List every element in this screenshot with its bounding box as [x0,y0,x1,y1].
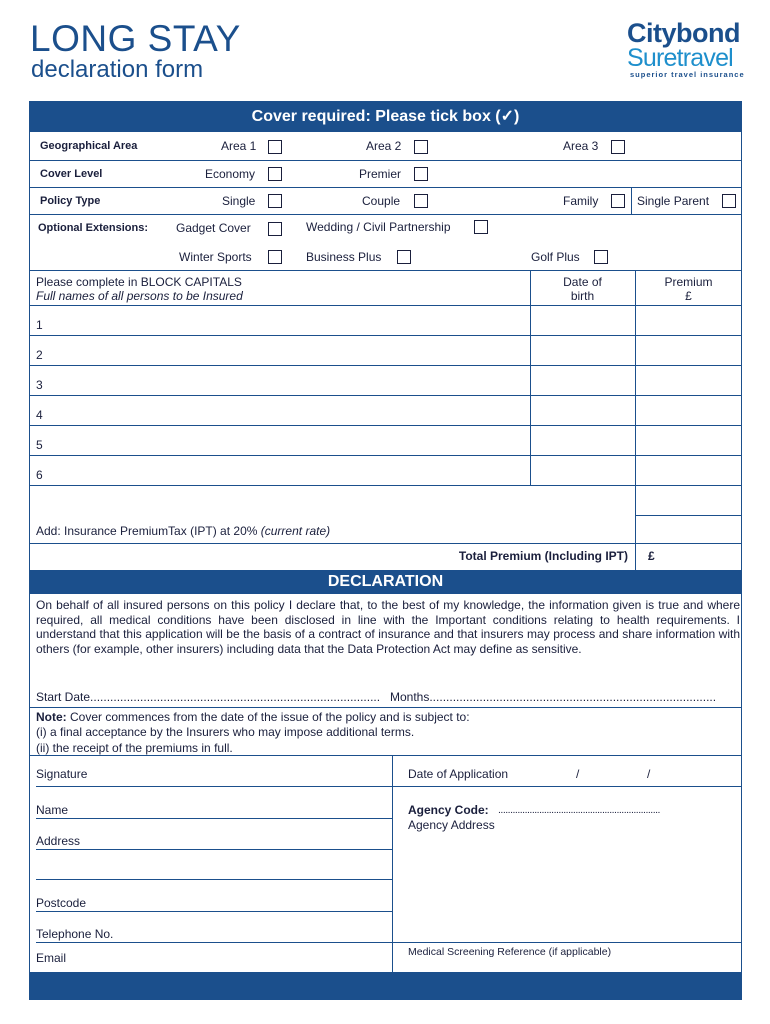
footer-bar [29,973,742,1000]
postcode-label: Postcode [36,896,87,910]
address-line-2[interactable] [36,879,392,880]
divider [29,395,742,396]
cover-heading: Cover required: Please tick box (✓) [29,101,742,132]
premium-header: Premium [664,275,713,289]
ipt-text: Add: Insurance PremiumTax (IPT) at 20% [36,524,258,538]
total-premium-currency[interactable]: £ [648,549,655,563]
name-label: Name [36,803,69,817]
divider [29,214,742,215]
business-plus-label: Business Plus [306,250,382,264]
geo-area-label: Geographical Area [40,140,138,152]
area1-label: Area 1 [221,139,257,153]
note-condition-1: (i) a final acceptance by the Insurers who may impose additional terms. [36,725,415,739]
signature-label: Signature [36,767,88,781]
divider [530,270,531,485]
premium-header-2: £ [685,289,692,303]
note-condition-2: (ii) the receipt of the premiums in full. [36,741,233,755]
family-checkbox[interactable] [611,194,625,208]
divider [29,755,742,756]
months-field[interactable]: Months...................................................................................... [390,690,717,704]
names-header: Full names of all persons to be Insured [36,289,243,303]
area2-label: Area 2 [366,139,402,153]
divider [29,365,742,366]
declaration-text: On behalf of all insured persons on this policy I declare that, to the best of my knowledge, the information given is true and where required, all medical conditions have been disclosed in line with the Important conditions relating to health requirements. I understand that this application will be the basis of a contract of insurance and that insurers may process and share information with others (for example, other insurers) including data that the Data Protection Act may define as sensitive. [36,598,740,656]
declaration-heading: DECLARATION [29,570,742,594]
date-separator-2: / [647,767,651,781]
single-parent-label: Single Parent [637,194,710,208]
divider [29,187,742,188]
winter-sports-label: Winter Sports [179,250,252,264]
dob-header: Date of [563,275,602,289]
agency-address-label: Agency Address [408,818,495,832]
address-line-1[interactable] [36,849,392,850]
person-row-4[interactable]: 4 [36,408,43,422]
date-of-application-label: Date of Application [408,767,509,781]
total-premium-label: Total Premium (Including IPT) [458,549,628,563]
note-line [36,710,470,724]
cover-level-label: Cover Level [40,168,103,180]
divider [631,187,632,214]
premier-checkbox[interactable] [414,167,428,181]
area3-label: Area 3 [563,139,599,153]
start-date-field[interactable]: Start Date....................................................................................... [36,690,381,704]
ipt-line [36,524,330,538]
logo-citybond: Citybond [627,18,740,48]
divider [29,425,742,426]
gadget-cover-label: Gadget Cover [176,221,251,235]
signature-line[interactable] [36,786,392,787]
date-separator-1: / [576,767,580,781]
economy-label: Economy [205,167,256,181]
area3-checkbox[interactable] [611,140,625,154]
telephone-line[interactable] [36,942,392,943]
wedding-checkbox[interactable] [474,220,488,234]
logo-suretravel: Suretravel [627,44,733,72]
note-text: Cover commences from the date of the issue of the policy and is subject to: [70,710,470,724]
block-capitals-instruction: Please complete in BLOCK CAPITALS [36,275,242,289]
name-line[interactable] [36,818,392,819]
divider [29,305,742,306]
divider [392,942,742,943]
business-plus-checkbox[interactable] [397,250,411,264]
dob-header-2: birth [570,289,595,303]
divider [635,515,742,516]
form-subtitle: declaration form [31,56,204,83]
divider [635,270,636,570]
single-label: Single [222,194,256,208]
person-row-6[interactable]: 6 [36,468,43,482]
email-label: Email [36,951,67,965]
divider [29,485,742,486]
wedding-label: Wedding / Civil Partnership [306,220,451,234]
person-row-5[interactable]: 5 [36,438,43,452]
postcode-line[interactable] [36,911,392,912]
divider [29,543,742,544]
ipt-rate: (current rate) [260,524,331,538]
area2-checkbox[interactable] [414,140,428,154]
person-row-1[interactable]: 1 [36,318,43,332]
agency-code-label: Agency Code: [408,803,489,817]
divider [29,455,742,456]
divider [29,707,742,708]
person-row-2[interactable]: 2 [36,348,43,362]
family-label: Family [563,194,599,208]
divider [392,755,393,973]
divider [392,786,742,787]
area1-checkbox[interactable] [268,140,282,154]
policy-type-label: Policy Type [40,195,101,207]
logo-tagline: superior travel insurance [630,70,745,79]
divider [29,335,742,336]
agency-code-field[interactable]: ................................................................... [498,804,660,816]
form-title: LONG STAY [30,18,241,59]
person-row-3[interactable]: 3 [36,378,43,392]
telephone-label: Telephone No. [36,927,114,941]
single-parent-checkbox[interactable] [722,194,736,208]
note-label: Note: [36,710,67,724]
divider [29,160,742,161]
medical-screening-label: Medical Screening Reference (if applicable) [408,946,612,958]
couple-label: Couple [362,194,401,208]
premier-label: Premier [359,167,402,181]
gadget-cover-checkbox[interactable] [268,222,282,236]
economy-checkbox[interactable] [268,167,282,181]
optional-extensions-label: Optional Extensions: [38,222,149,234]
address-label: Address [36,834,81,848]
golf-plus-checkbox[interactable] [594,250,608,264]
couple-checkbox[interactable] [414,194,428,208]
winter-sports-checkbox[interactable] [268,250,282,264]
single-checkbox[interactable] [268,194,282,208]
golf-plus-label: Golf Plus [531,250,580,264]
